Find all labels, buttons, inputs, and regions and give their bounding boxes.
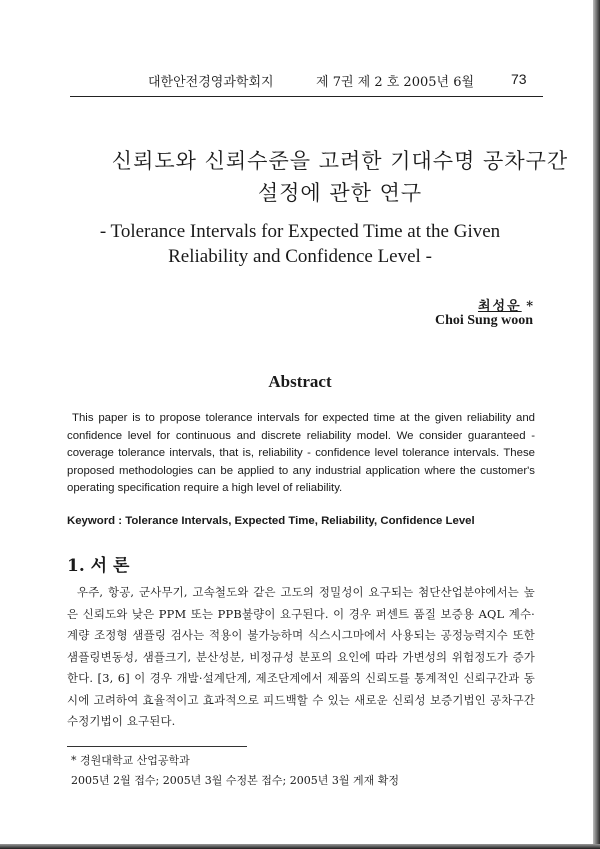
korean-title xyxy=(40,145,600,209)
footnote-affiliation: * 경원대학교 산업공학과 xyxy=(71,754,190,767)
korean-title-line-2: 설정에 관한 연구 xyxy=(257,181,423,205)
english-title xyxy=(0,219,600,269)
footnote-rule xyxy=(67,746,247,747)
page-number: 73 xyxy=(511,71,527,87)
korean-title-line-1: 신뢰도와 신뢰수준을 고려한 기대수명 공차구간 xyxy=(111,149,569,173)
running-header xyxy=(0,71,600,91)
author-name-ko: 최성운 xyxy=(477,299,522,314)
issue-info: 제 7권 제 2 호 2005년 6월 xyxy=(316,75,475,90)
section-heading: 1. 서 론 xyxy=(67,556,130,576)
scan-edge-right xyxy=(593,0,600,849)
abstract-heading: Abstract xyxy=(268,372,332,391)
keyword-list: Tolerance Intervals, Expected Time, Reliability, Confidence Level xyxy=(125,515,475,527)
english-title-line-1: - Tolerance Intervals for Expected Time at the Given xyxy=(99,221,501,242)
author-affiliation-mark: * xyxy=(521,299,533,314)
section-body-text: 우주, 항공, 군사무기, 고속철도와 같은 고도의 정밀성이 요구되는 첨단산업분야에서는 높은 신뢰도와 낮은 PPM 또는 PPB불량이 요구된다. 이 경우 퍼센트 품질 보증용 AQL 계수·계량 조정형 샘플링 검사는 적용이 불가능하며 식스시그마에서 사용되는 공정능력지수 또한 샘플링변동성, 샘플크기, 분산성분, 비정규성 분포의 요인에 따라 가변성의 위험정도가 증가한다. [3, 6] 이 경우 개발·설계단계, 제조단계에서 제품의 신뢰도를 통계적인 신뢰구간과 동시에 고려하여 효율적이고 효과적으로 피드백할 수 있는 새로운 신뢰성 보증기법인 공차구간 수정기법이 요구된다. xyxy=(67,585,535,728)
keyword-label: Keyword : xyxy=(67,515,126,527)
abstract-text: This paper is to propose tolerance intervals for expected time at the given reliability and confidence level for continuous and discrete reliability model. We consider guaranteed - coverage tolerance intervals, that is, reliability - confidence level tolerance intervals. These proposed methodologies can be applied to any industrial application where the customer's operating specification require a high level of reliability. xyxy=(67,412,535,495)
author-name-en: Choi Sung woon xyxy=(434,313,533,328)
header-rule xyxy=(70,96,543,97)
scan-edge-bottom xyxy=(0,844,600,849)
keyword-line xyxy=(67,515,475,527)
author-korean xyxy=(478,295,533,314)
english-title-line-2: Reliability and Confidence Level - xyxy=(168,246,432,267)
footnote-dates: 2005년 2월 접수; 2005년 3월 수정본 접수; 2005년 3월 게재 확정 xyxy=(71,774,399,787)
journal-name: 대한안전경영과학회지 xyxy=(148,75,274,90)
